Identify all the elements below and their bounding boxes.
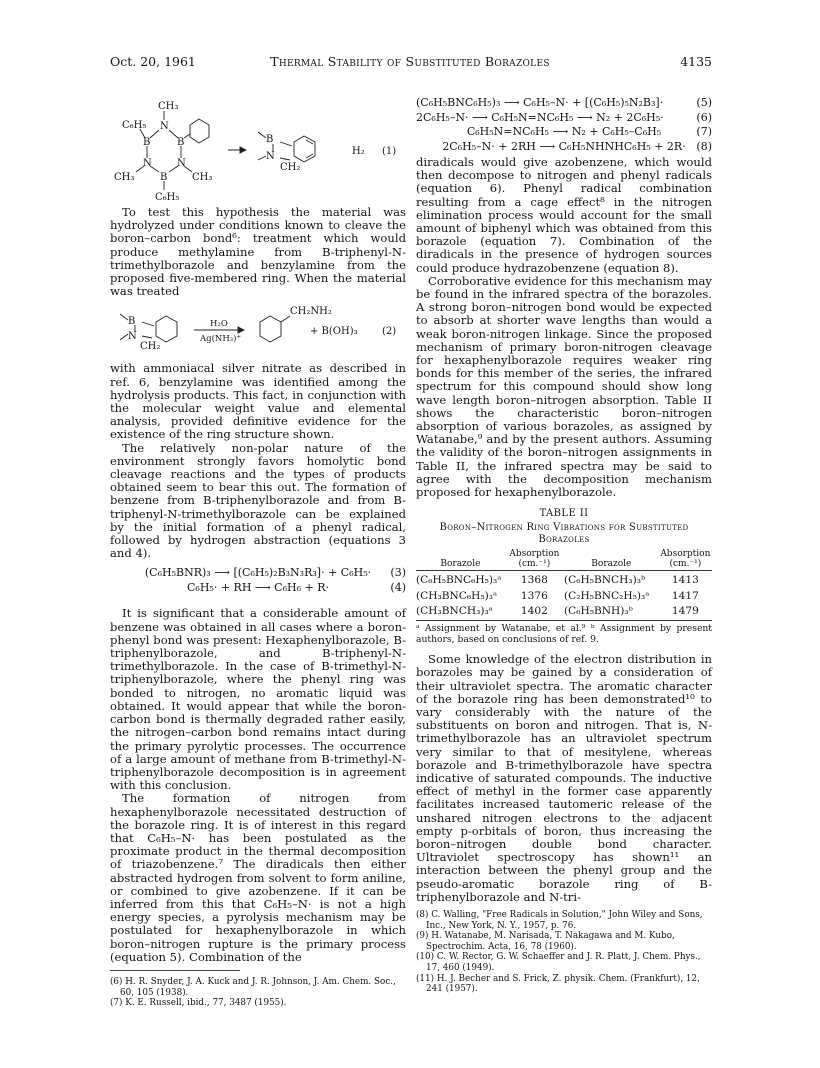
table-row: [416, 571, 712, 589]
table-row: [416, 589, 712, 604]
table-cell: 1417: [671, 589, 699, 602]
equation-4-number: (4): [390, 580, 406, 594]
equation-3: [110, 566, 406, 581]
reference-8: (8) C. Walling, "Free Radicals in Solution," John Wiley and Sons, Inc., New York, N. Y., 1957, p. 76.: [416, 909, 703, 931]
left-column: [110, 96, 406, 1009]
header-page-number: 4135: [680, 54, 712, 69]
equation-8-number: (8): [696, 139, 712, 153]
footnote-rule-left: [110, 970, 240, 971]
equation-8-text: 2C₆H₅–N· + 2RH ⟶ C₆H₅NHNHC₆H₅ + 2R·: [442, 139, 686, 153]
scheme2-product-boric-acid: + B(OH)₃: [310, 326, 358, 338]
scheme1-number: (1): [382, 146, 397, 157]
table-cell: (CH₃BNCH₃)₃ᵃ: [416, 604, 505, 621]
table-cell: (C₂H₅BNC₂H₅)₃ᵃ: [563, 589, 650, 602]
paragraph-nitrogen-formation: The formation of nitrogen from hexaphenylborazole necessitated destruction of the borazole ring. It is of interest in this regard that C₆H₅–N· has been postulated as the proximate product in the thermal decomposition of triazobenzene.⁷ The diradicals then either abstracted hydrogen from solvent to form aniline, or combined to give azobenzene. If it can be inferred from this that C₆H₅–N· is not a high energy species, a pyrolysis mechanism may be postulated for hexaphenylborazole in which boron–nitrogen rupture is the primary process (equation 5). Combination of the: [110, 791, 406, 964]
reference-10: (10) C. W. Rector, G. W. Schaeffer and J. R. Platt, J. Chem. Phys., 17, 460 (1949).: [416, 952, 701, 973]
paragraph-hydrolysis-test: To test this hypothesis the material was hydrolyzed under conditions known to cleave the boron–carbon bond⁶: treatment which would produce methylamine from B-triphenyl-N-trimethylborazole and benzylamine from the proposed five-membered ring. When the material was treated: [110, 205, 406, 299]
equation-6: [416, 111, 712, 126]
scheme1-atom-ch3-left: CH₃: [114, 172, 135, 183]
reference-9: (9) H. Watanabe, M. Narisada, T. Nakagawa and M. Kubo, Spectrochim. Acta, 16, 78 (1960).: [416, 931, 675, 952]
table-footnote: ᵃ Assignment by Watanabe, et al.⁹ ᵇ Assignment by present authors, based on conclusions of ref. 9.: [416, 623, 712, 646]
scheme2-reagent-silver: Ag(NH₃)⁺: [200, 334, 241, 345]
paragraph-diradicals: diradicals would give azobenzene, which would then decompose to nitrogen and phenyl radicals (equation 6). Phenyl radical combination resulting from a cage effect⁸ in the nitrogen elimination process would account for the small amount of biphenyl which was obtained from this borazole (equation 7). Combination of the diradicals in the presence of hydrogen sources could produce hydrazobenzene (equation 8).: [416, 155, 712, 275]
table-header-absorption-1: Absorption (cm.⁻¹): [505, 550, 564, 571]
table-caption: TABLE II: [539, 508, 589, 520]
vibration-table: [416, 550, 712, 621]
equation-5-number: (5): [696, 96, 712, 109]
scheme1-atom-n-top: N: [160, 121, 169, 132]
references-left: [110, 977, 406, 1009]
equation-7-number: (7): [696, 125, 712, 138]
table-header-absorption-2: Absorption (cm.⁻¹): [660, 549, 711, 569]
header-date: Oct. 20, 1961: [110, 54, 196, 69]
table-cell: 1402: [505, 604, 564, 621]
equation-8: [416, 140, 712, 155]
paragraph-homolytic-cleavage: The relatively non-polar nature of the environment strongly favors homolytic bond cleavage reactions and the types of products obtained seem to bear this out. The formation of benzene from B-triphenylborazole and from B-triphenyl-N-trimethylborazole can be explained by the initial formation of a phenyl radical, followed by hydrogen abstraction (equations 3 and 4).: [110, 440, 406, 561]
table-cell: (C₆H₅BNC₆H₅)₃ᵃ: [416, 574, 502, 587]
paragraph-benzene-formation: It is significant that a considerable amount of benzene was obtained in all cases where a boron-phenyl bond was present: Hexaphenylborazole, B-triphenylborazole, and B-triphenyl-N-trimethylborazole. In the case of B-trimethyl-N-triphenylborazole, where the phenyl ring was bonded to nitrogen, no aromatic liquid was obtained. It would appear that while the boron-carbon bond is thermally degraded rather easily, the nitrogen–carbon bond remains intact during the primary pyrolytic processes. The occurrence of a large amount of methane from B-trimethyl-N-triphenylborazole decomposition is in agreement with this conclusion.: [110, 606, 406, 793]
scheme1-atom-n-right: N: [177, 158, 186, 169]
scheme1-h2: H₂: [352, 146, 365, 157]
paragraph-ultraviolet: Some knowledge of the electron distribution in borazoles may be gained by a consideration of their ultraviolet spectra. The aromatic character of the borazole ring has been demonstrated¹⁰ to vary considerably with the nature of the substituents on boron and nitrogen. That is, N-trimethylborazole has an ultraviolet spectrum very similar to that of mesitylene, whereas borazole and B-trimethylborazole have spectra indicative of saturated compounds. The inductive effect of methyl in the former case apparently facilitates increased tautomeric release of the unshared nitrogen electrons to the adjacent empty p-orbitals of boron, thus increasing the boron–nitrogen double bond character. Ultraviolet spectroscopy has shown¹¹ an interaction between the phenyl group and the pseudo-aromatic borazole ring of B-triphenylborazole and N-tri-: [416, 652, 712, 904]
table-header-row: [416, 550, 712, 571]
equation-6-text: 2C₆H₅–N· ⟶ C₆H₅N=NC₆H₅ ⟶ N₂ + 2C₆H₅·: [416, 110, 664, 124]
paragraph-infrared-evidence: Corroborative evidence for this mechanism may be found in the infrared spectra of the borazoles. A strong boron–nitrogen bond would be expected to absorb at shorter wave lengths than would a weak boron-nitrogen linkage. Since the proposed mechanism of primary boron-nitrogen cleavage for hexaphenylborazole requires weaker ring bonds for this member of the series, the infrared spectrum for this compound should show long wave length boron–nitrogen absorption. Table II shows the characteristic boron–nitrogen absorption of various borazoles, as assigned by Watanabe,⁹ and by the present authors. Assuming the validity of the boron–nitrogen assignments in Table II, the infrared spectra may be said to agree with the decomposition mechanism proposed for hexaphenylborazole.: [416, 273, 712, 500]
scheme2-atom-b: B: [128, 316, 136, 328]
scheme2-atom-ch2: CH₂: [140, 341, 161, 353]
reaction-scheme-2: [110, 302, 406, 356]
scheme1-atom-b-bottom: B: [160, 172, 168, 183]
scheme1-atom-c6h5-left: C₆H₅: [122, 120, 147, 131]
scheme1-atom-b-left: B: [143, 137, 151, 148]
scheme2-number: (2): [382, 326, 397, 338]
equation-5-text: (C₆H₅BNC₆H₅)₃ ⟶ C₆H₅–N· + [(C₆H₅)₅N₂B₃]·: [416, 96, 664, 109]
right-column: [416, 96, 712, 995]
scheme1-atom-c6h5-bottom: C₆H₅: [155, 192, 180, 203]
scheme1-product-b: B: [266, 134, 274, 145]
table-header-borazole-1: Borazole: [416, 550, 505, 571]
equation-6-number: (6): [696, 110, 712, 124]
table-cell: 1413: [671, 574, 699, 587]
reaction-scheme-1: [110, 96, 406, 206]
scheme1-product-n: N: [266, 151, 275, 162]
scheme1-atom-ch3-right: CH₃: [192, 172, 213, 183]
table-cell: (CH₃BNC₆H₅)₃ᵃ: [416, 589, 498, 602]
scheme2-reagent-water: H₂O: [210, 319, 228, 330]
scheme2-atom-n: N: [128, 331, 137, 343]
equation-4: [110, 581, 406, 596]
table-cell: 1479: [659, 604, 712, 621]
equation-7: [416, 125, 712, 140]
table-cell: (C₆H₅BNCH₃)₃ᵇ: [563, 574, 646, 587]
scheme1-atom-b-right: B: [177, 137, 185, 148]
equation-7-text: C₆H₅N=NC₆H₅ ⟶ N₂ + C₆H₅–C₆H₅: [466, 125, 662, 138]
scheme2-product-benzylamine: CH₂NH₂: [290, 306, 332, 318]
table-cell: 1376: [520, 589, 548, 602]
table-title: Boron–Nitrogen Ring Vibrations for Substituted Borazoles: [439, 522, 689, 546]
table-cell: 1368: [520, 574, 548, 587]
table-row: [416, 604, 712, 621]
scheme1-atom-n-left: N: [143, 158, 152, 169]
paragraph-silver-nitrate: with ammoniacal silver nitrate as described in ref. 6, benzylamine was identified among the hydrolysis products. This fact, in conjunction with the molecular weight value and elemental analysis, provided definitive evidence for the existence of the ring structure shown.: [110, 361, 406, 442]
scheme1-atom-ch3-top: CH₃: [158, 101, 179, 112]
references-right: [416, 910, 712, 995]
equation-5: [416, 96, 712, 111]
equation-3-number: (3): [390, 566, 406, 580]
header-title: Thermal Stability of Substituted Borazoles: [270, 54, 550, 69]
reference-11: (11) H. J. Becher and S. Frick, Z. physik. Chem. (Frankfurt), 12, 241 (1957).: [416, 973, 700, 995]
table-cell: (C₆H₅BNH)₃ᵇ: [564, 604, 659, 621]
reference-6: (6) H. R. Snyder, J. A. Kuck and J. R. Johnson, J. Am. Chem. Soc., 60, 105 (1938).: [110, 976, 396, 998]
scheme1-product-ch2: CH₂: [280, 162, 301, 173]
reference-7: (7) K. E. Russell, ibid., 77, 3487 (1955).: [110, 998, 287, 1009]
equation-4-text: C₆H₅· + RH ⟶ C₆H₆ + R·: [187, 580, 329, 594]
equation-3-text: (C₆H₅BNR)₃ ⟶ [(C₆H₅)₂B₃N₃R₃]· + C₆H₅·: [144, 566, 372, 580]
table-header-borazole-2: Borazole: [564, 550, 659, 571]
